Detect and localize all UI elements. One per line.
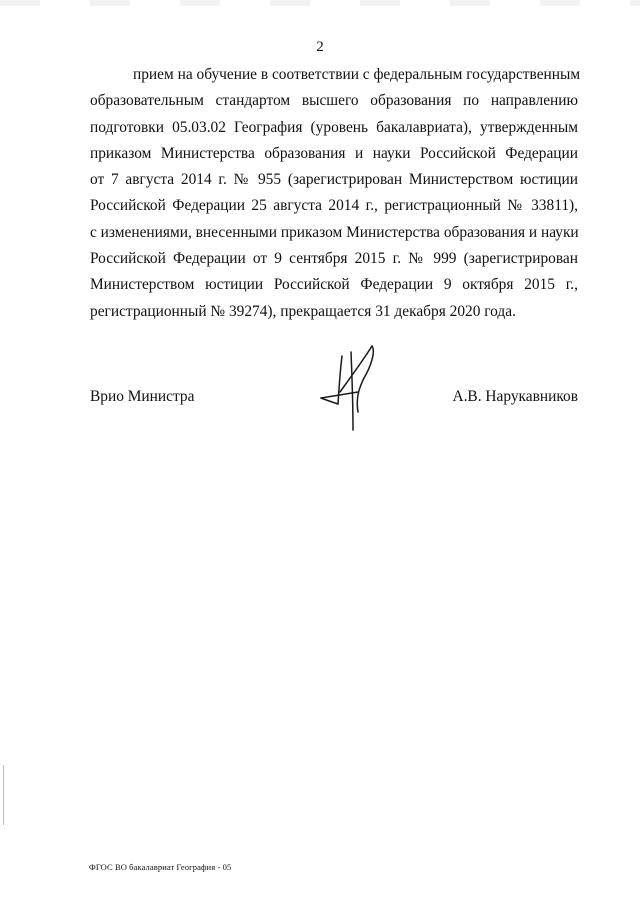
document-body [90, 62, 581, 325]
body-line: Министерством юстиции Российской Федерации 9 октября 2015 г., [90, 276, 578, 294]
footer-reference: ФГОС ВО бакалавриат География - 05 [89, 862, 232, 872]
body-line: Российской Федерации 25 августа 2014 г., регистрационный № 33811), [90, 197, 578, 215]
body-line: регистрационный № 39274), прекращается 31 декабря 2020 года. [90, 302, 516, 320]
body-line: от 7 августа 2014 г. № 955 (зарегистрирован Министерством юстиции [90, 171, 578, 189]
body-line: прием на обучение в соответствии с федеральным государственным [133, 66, 581, 83]
signatory-title: Врио Министра [90, 388, 195, 405]
scan-margin-mark [3, 765, 4, 825]
body-line: с изменениями, внесенными приказом Министерства образования и науки [90, 223, 579, 241]
body-line: приказом Министерства образования и науки Российской Федерации [90, 144, 578, 162]
body-line: подготовки 05.03.02 География (уровень бакалавриата), утвержденным [90, 118, 578, 136]
signature-block [90, 388, 578, 410]
signatory-name: А.В. Нарукавников [452, 388, 578, 405]
page-number: 2 [316, 39, 324, 55]
body-line: образовательным стандартом высшего образования по направлению [90, 92, 578, 110]
scan-edge [0, 0, 640, 6]
body-line: Российской Федерации от 9 сентября 2015 г. № 999 (зарегистрирован [90, 250, 578, 268]
